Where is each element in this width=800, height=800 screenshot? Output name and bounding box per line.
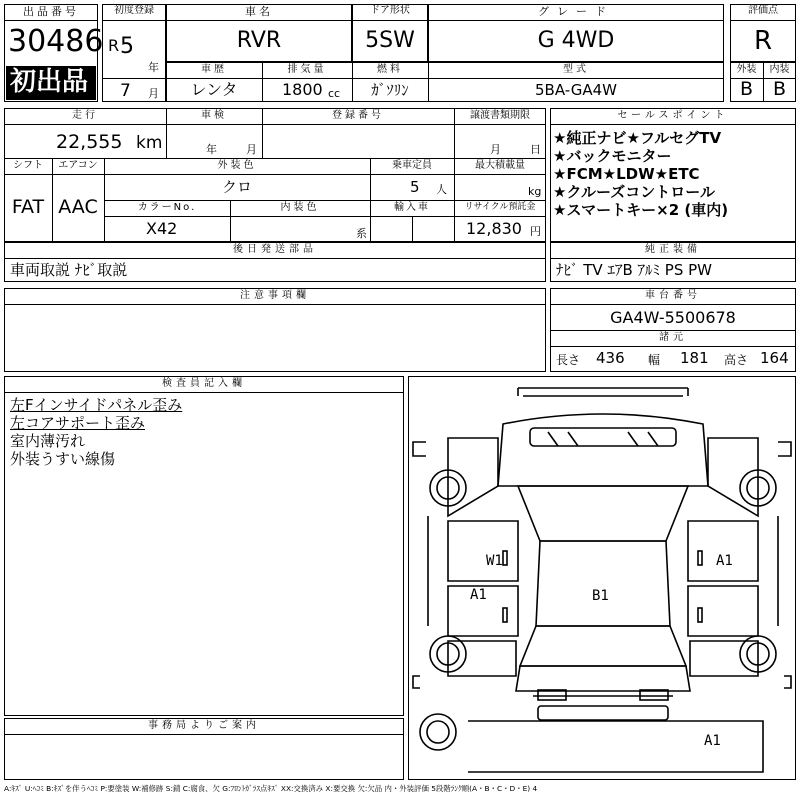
inspector-notes — [10, 396, 182, 468]
width-label: 幅 — [648, 353, 661, 367]
sales-points-label: セールスポイント — [617, 110, 729, 121]
shift: FAT — [11, 196, 45, 218]
era: R — [108, 36, 120, 55]
color-no: X42 — [146, 219, 178, 238]
later-parts-text: 車両取説 ﾅﾋﾞ取説 — [10, 261, 128, 279]
damage-a1-bottom: A1 — [704, 733, 721, 749]
damage-a1-left: A1 — [470, 587, 487, 603]
mileage: 22,555 — [56, 131, 123, 153]
grade-label: グレード — [538, 5, 614, 18]
inspector-note: 左コアサポート歪み — [10, 414, 146, 432]
height: 164 — [760, 349, 789, 367]
ac: AAC — [58, 196, 98, 218]
transfer-month-unit: 月 — [490, 143, 501, 156]
car-diagram — [408, 376, 796, 780]
rear-bumper — [538, 706, 668, 720]
history-label: 車歴 — [201, 64, 227, 75]
rear-glass — [520, 626, 686, 666]
door-label: ドア形状 — [370, 5, 410, 16]
capacity-label: 乗車定員 — [392, 160, 432, 171]
reg-no-label: 登録番号 — [332, 110, 384, 121]
capacity-unit: 人 — [436, 183, 447, 196]
lot-label: 出品番号 — [23, 5, 79, 18]
inspector-label: 検査員記入欄 — [162, 378, 246, 389]
roof — [536, 541, 670, 626]
score-label: 評価点 — [748, 5, 778, 16]
height-label: 高さ — [724, 353, 749, 367]
damage-w1-left: W1 — [486, 553, 503, 569]
spec-box — [4, 108, 546, 242]
displacement: 1800 — [282, 80, 323, 99]
inspection-label: 車検 — [201, 110, 227, 121]
damage-a1-right: A1 — [716, 553, 733, 569]
legend-text: A:ｷｽﾞ U:ﾍｺﾐ B:ｷｽﾞを伴うﾍｺﾐ P:要塗装 W:補修跡 S:錆 C:腐食、欠 G:ﾌﾛﾝﾄｶﾞﾗｽ点ｷｽﾞ XX:交換済み X:要交換 欠:欠品 内・外装評価 5段階ﾗﾝｸ順(A・B・C・D・E) 4 — [4, 784, 538, 793]
load-label: 最大積載量 — [475, 160, 525, 171]
sales-point-item: ★スマートキー×2 (車内) — [553, 201, 729, 219]
windshield — [518, 486, 688, 541]
sales-point-item: ★クルーズコントロール — [553, 183, 715, 201]
recycle-unit: 円 — [530, 225, 541, 238]
displacement-label: 排気量 — [287, 64, 327, 75]
length-label: 長さ — [556, 353, 581, 367]
sales-points-list — [553, 129, 728, 219]
exterior-score: B — [739, 78, 754, 100]
genuine-label: 純正装備 — [645, 244, 701, 255]
car-name-label: 車名 — [245, 5, 273, 18]
chassis-number: GA4W-5500678 — [610, 308, 736, 327]
office-label: 事務局よりご案内 — [148, 720, 260, 731]
genuine-text: ﾅﾋﾞ TV ｴｱB ｱﾙﾐ PS PW — [556, 261, 712, 279]
chassis-label: 車台番号 — [645, 290, 701, 301]
mileage-label: 走行 — [72, 110, 98, 121]
year-unit: 年 — [148, 61, 159, 74]
inspection-month-unit: 月 — [246, 143, 257, 156]
shift-label: シフト — [13, 160, 43, 171]
displacement-unit: cc — [328, 87, 341, 100]
sales-point-item: ★FCM★LDW★ETC — [553, 165, 700, 183]
interior-color-label: 内装色 — [280, 202, 320, 213]
first-reg-label: 初度登録 — [114, 5, 154, 16]
interior-color-unit: 系 — [356, 227, 367, 240]
first-listing-text: 初出品 — [10, 67, 89, 97]
interior-score: B — [772, 78, 787, 100]
year: 5 — [120, 34, 134, 59]
interior-label: 内装 — [769, 64, 790, 75]
color: クロ — [221, 178, 252, 196]
recycle-label: リサイクル預託金 — [464, 202, 536, 212]
inspector-note: 室内薄汚れ — [10, 432, 86, 450]
damage-b1-roof: B1 — [592, 588, 609, 604]
color-no-label: カラーNo. — [137, 202, 197, 213]
import-label: 輸入車 — [394, 202, 430, 213]
notes-label: 注意事項欄 — [240, 290, 310, 301]
sales-point-item: ★純正ナビ★フルセグTV — [553, 129, 722, 147]
mileage-unit: km — [136, 133, 163, 153]
score: R — [753, 26, 773, 56]
width: 181 — [680, 349, 709, 367]
inspector-note: 外装うすい線傷 — [10, 450, 116, 468]
rear-hatch — [516, 666, 690, 691]
fuel-label: 燃料 — [377, 64, 403, 75]
ac-label: エアコン — [58, 160, 98, 171]
month-unit: 月 — [148, 87, 159, 100]
hood — [498, 414, 708, 486]
history: レンタ — [190, 80, 238, 99]
grade: G 4WD — [537, 28, 615, 53]
lot-number: 30486 — [8, 24, 104, 59]
exterior-label: 外装 — [736, 64, 757, 75]
dims-label: 諸元 — [659, 332, 687, 343]
month: 7 — [120, 81, 131, 101]
model: 5BA-GA4W — [535, 81, 617, 99]
front-bumper — [518, 388, 688, 396]
sales-point-item: ★バックモニター — [553, 147, 672, 165]
length: 436 — [596, 349, 625, 367]
fuel: ｶﾞｿﾘﾝ — [371, 81, 409, 99]
transfer-label: 譲渡書類期限 — [470, 110, 530, 121]
load-unit: kg — [528, 185, 542, 198]
model-label: 型式 — [563, 64, 589, 75]
spare-wheel — [420, 714, 456, 750]
inspector-note: 左Fインサイドパネル歪み — [10, 396, 183, 414]
color-label: 外装色 — [217, 160, 257, 171]
car-name: RVR — [236, 28, 282, 53]
capacity: 5 — [410, 178, 420, 196]
transfer-day-unit: 日 — [530, 143, 541, 156]
recycle-amount: 12,830 — [466, 219, 522, 238]
door: 5SW — [365, 28, 415, 53]
later-parts-label: 後日発送部品 — [233, 244, 317, 255]
inspection-year-unit: 年 — [206, 143, 217, 156]
